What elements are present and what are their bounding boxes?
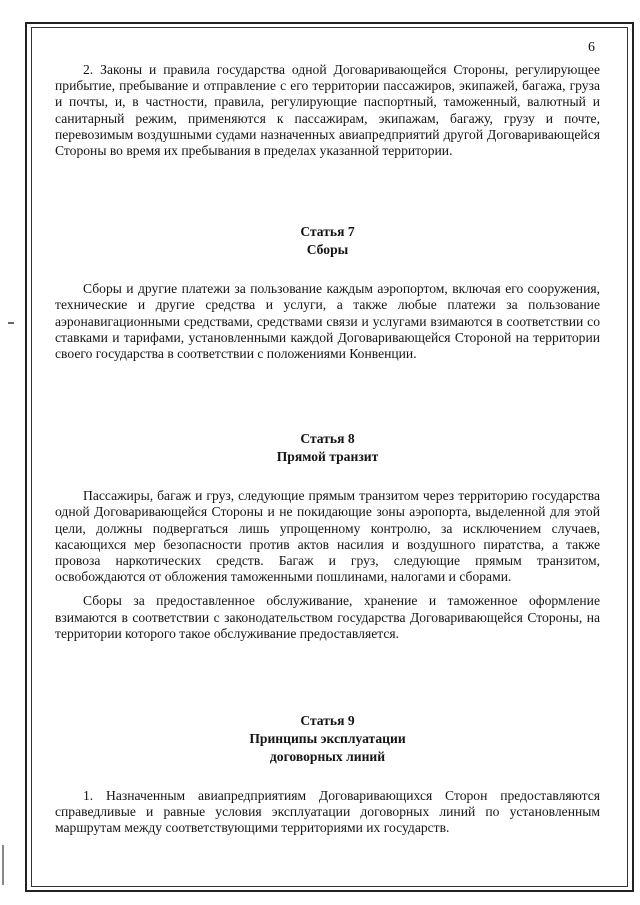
article-8-paragraph-1: Пассажиры, багаж и груз, следующие прямым транзитом через территорию государства одной Договаривающейся Стороны и не покидающие зоны аэропорта, выделенной для этой цели, должны подвергаться лишь упрощенному контролю, за исключением случаев, касающихся мер безопасности против актов насилия и воздушного пиратства, а также провоза наркотических средств. Багаж и груз, следующие прямым транзитом, освобождаются от обложения таможенными пошлинами, налогами и сборами. xyxy=(55,488,600,585)
article-7-number: Статья 7 xyxy=(300,224,355,240)
article-7-title: Сборы xyxy=(306,242,349,258)
article-9-number: Статья 9 xyxy=(300,713,355,729)
article-8-paragraph-2: Сборы за предоставленное обслуживание, хранение и таможенное оформление взимаются в соответствии с законодательством государства Договаривающейся Стороны, на территории которого такое обслуживание предоставляется. xyxy=(55,593,600,641)
page-number: 6 xyxy=(588,40,595,55)
article-8-number: Статья 8 xyxy=(300,431,355,447)
article-8-title: Прямой транзит xyxy=(276,449,379,465)
scan-edge-mark xyxy=(2,845,4,885)
article-9-paragraph: 1. Назначенным авиапредприятиям Договаривающихся Сторон предоставляются справедливые и равные условия эксплуатации договорных линий по установленным маршрутам между соответствующими территориями их государств. xyxy=(55,788,600,836)
article-9-title-line-1: Принципы эксплуатации xyxy=(249,731,406,747)
document-body xyxy=(55,62,600,837)
article-7-paragraph: Сборы и другие платежи за пользование каждым аэропортом, включая его сооружения, технические и другие средства и услуги, а также любые платежи за пользование аэронавигационными средствами, средствами связи и услугами взимаются в соответствии со ставками и тарифами, установленными каждой Договаривающейся Стороной на территории своего государства в соответствии с положениями Конвенции. xyxy=(55,281,600,362)
intro-paragraph: 2. Законы и правила государства одной Договаривающейся Стороны, регулирующее прибытие, пребывание и отправление с его территории пассажиров, экипажей, багажа, груза и почты, и, в частности, правила, регулирующие паспортный, таможенный, валютный и санитарный режим, применяются к пассажирам, экипажам, багажу, грузу и почте, перевозимым воздушными судами назначенных авиапредприятий другой Договаривающейся Стороны во время их пребывания в пределах указанной территории. xyxy=(55,62,600,159)
margin-mark xyxy=(8,322,14,324)
article-9-title-line-2: договорных линий xyxy=(269,749,386,765)
